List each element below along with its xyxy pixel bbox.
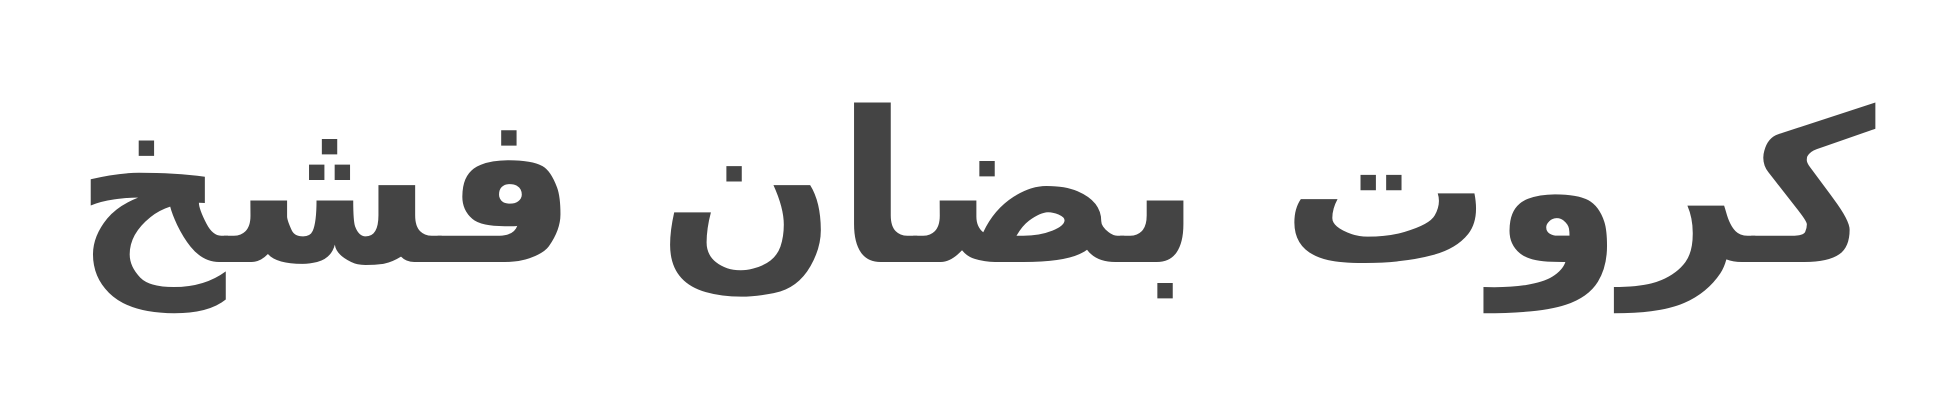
word-3: فشخ <box>74 67 578 312</box>
word-2: بضان <box>657 67 1202 312</box>
word-1: كروت <box>1281 67 1876 312</box>
